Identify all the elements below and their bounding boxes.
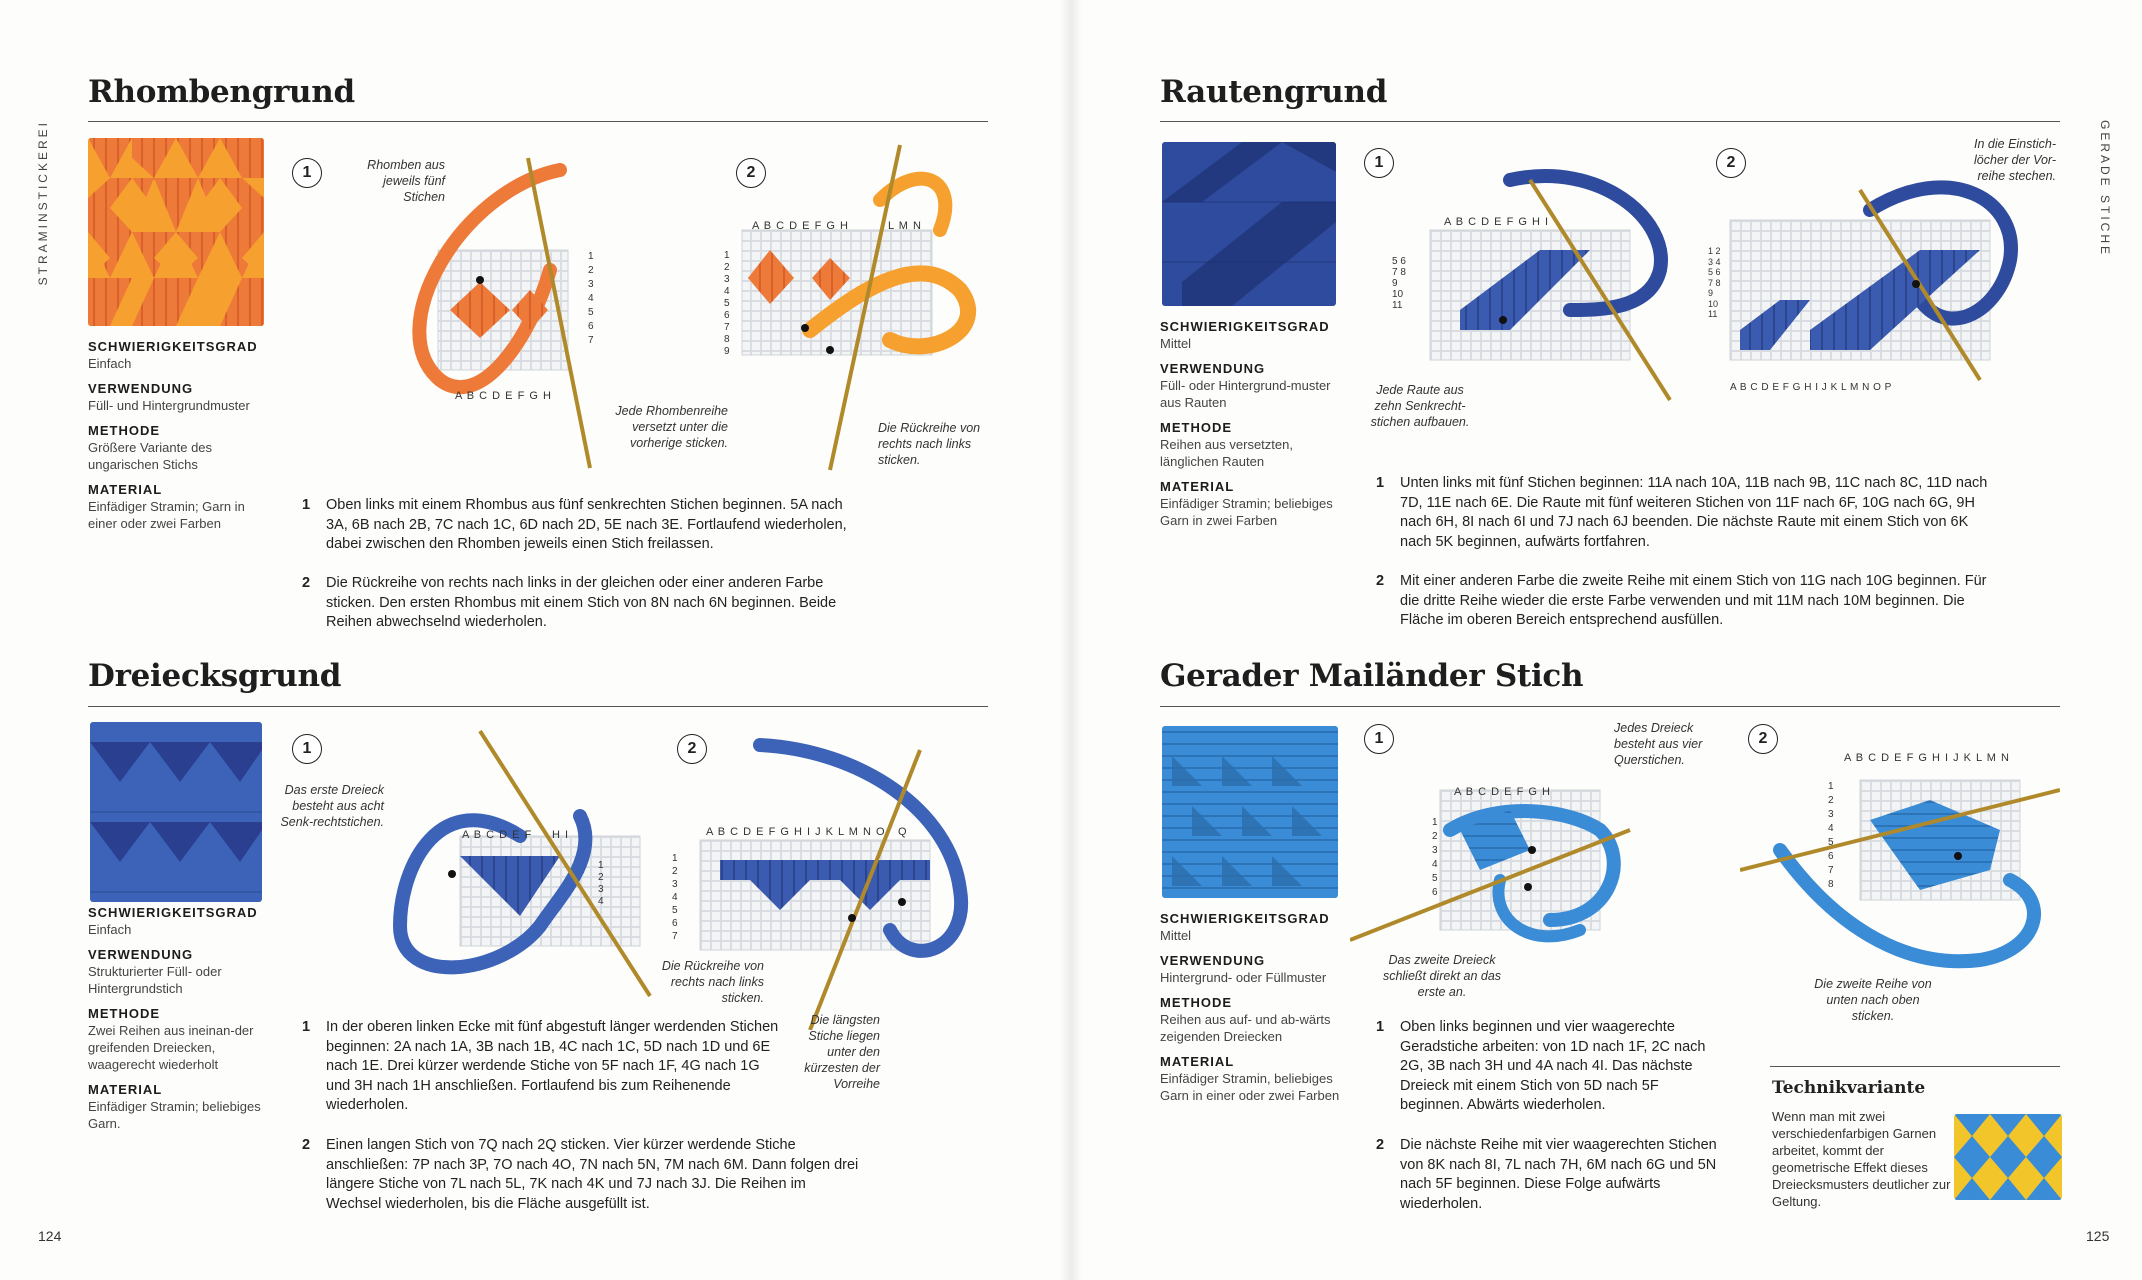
grid-1-rows: 1 2 3 4 5 6 7: [588, 251, 594, 346]
illustration-mailaender-2: [1740, 760, 2060, 980]
instruction-text: Einen langen Stich von 7Q nach 2Q sticken. Vier kürzer werdende Stiche anschließen: 7P nach 3P, 7O nach 4O, 7N nach 5N, 7M nach 6M. Dann folgen drei längere Stiche von 7L nach 5L, 7K nach 4K und 7J nach 3J. Die Reihen im Wechsel wiederholen, bis die Fläche ausgefüllt ist.: [326, 1137, 859, 1212]
grid-2-columns: A B C D E F G H I J K L M N: [1844, 752, 2010, 764]
instruction-text: Mit einer anderen Farbe die zweite Reihe mit einem Stich von 11G nach 10G beginnen. Für die dritte Reihe wieder die erste Farbe verwenden und mit 11M nach 10M beginnen. Die Fläche im oberen Bereich entsprechend ausfüllen.: [1400, 573, 1987, 628]
grid-1-columns: A B C D E F: [462, 829, 533, 841]
running-head-right: GERADE STICHE: [2098, 120, 2112, 258]
meta-mailaender: [1160, 910, 1340, 1104]
instruction-1: [302, 496, 862, 555]
note-rhomben: Rhomben aus jeweils fünf Stichen: [367, 158, 445, 204]
grid-2-rows: 1 2 3 4 5 6 7 8 9: [724, 250, 730, 357]
method-label: METHODE: [1160, 420, 1232, 435]
title-rule: [88, 121, 988, 122]
instruction-2: [302, 574, 862, 633]
grid-1-rows: 1 2 3 4 5 6: [1432, 817, 1438, 898]
difficulty-label: SCHWIERIGKEITSGRAD: [88, 905, 258, 920]
material-value: Einfädiger Stramin; beliebiges Garn in zwei Farben: [1160, 496, 1333, 528]
instruction-1: [1376, 1018, 1726, 1116]
note-rueckreihe: Die Rückreihe von rechts nach links sticken.: [661, 959, 764, 1005]
material-value: Einfädiger Stramin, beliebiges Garn in einer oder zwei Farben: [1160, 1071, 1340, 1103]
instruction-2: [1376, 1136, 1726, 1214]
section-title: Dreiecksgrund: [88, 658, 342, 694]
grid-2-rows: 1 2 3 4 5 6 7 8: [1828, 781, 1834, 890]
grid-2-columns: A B C D E F G H: [752, 220, 849, 232]
instruction-2: [302, 1136, 862, 1214]
instruction-number: 1: [302, 497, 311, 513]
section-mailaender: [1160, 658, 1583, 694]
material-label: MATERIAL: [88, 482, 163, 497]
technikvariante-box: [1772, 1078, 1952, 1210]
step-2-marker: 2: [736, 158, 766, 188]
instruction-number: 2: [1376, 573, 1385, 589]
swatch-mailaender: [1162, 726, 1338, 898]
illustration-dreiecksgrund-1: [380, 726, 660, 1006]
instruction-text: Die Rückreihe von rechts nach links in der gleichen oder einer anderen Farbe sticken. Den ersten Rhombus mit einem Stich von 8N nach 6N beginnen. Beide Reihen abwechselnd wiederholen.: [326, 575, 837, 630]
instruction-text: In der oberen linken Ecke mit fünf abgestuft länger werdenden Stichen beginnen: 2A nach 1A, 3B nach 1B, 4C nach 1C, 5D nach 1D und 6E nach 1E. Drei kürzer werdende Stiche von 5F nach 1F, 4G nach 1G und 3H nach 1H anschließen. Fortlaufend bis zum Reihenende wiederholen.: [326, 1019, 779, 1113]
method-value: Größere Variante des ungarischen Stichs: [88, 440, 213, 472]
instruction-1: [1376, 474, 1996, 552]
difficulty-value: Mittel: [1160, 336, 1192, 351]
illustration-mailaender-1: [1350, 770, 1640, 970]
grid-1-columns: A B C D E F G H: [455, 390, 552, 402]
technikvariante-title: Technikvariante: [1772, 1078, 1926, 1098]
illustration-rautengrund-1: [1400, 160, 1680, 410]
swatch-dreiecksgrund: [90, 722, 262, 902]
section-title: Gerader Mailänder Stich: [1160, 658, 1584, 694]
material-label: MATERIAL: [1160, 479, 1235, 494]
section-dreiecksgrund: [88, 658, 341, 694]
step-2-marker: 2: [677, 734, 707, 764]
use-value: Hintergrund- oder Füllmuster: [1160, 970, 1327, 985]
title-rule: [1160, 706, 2060, 707]
step-2-marker: 2: [1748, 724, 1778, 754]
page-number-left: 124: [38, 1228, 62, 1244]
illustration-rautengrund-2: [1720, 150, 2020, 390]
meta-rhombengrund: [88, 338, 268, 532]
technikvariante-text: Wenn man mit zwei verschiedenfarbigen Garnen arbeitet, kommt der geometrische Effekt dieses Dreiecksmusters deutlicher zur Geltung.: [1772, 1109, 1951, 1209]
instruction-1: [302, 1018, 782, 1116]
note-rhombenreihe: Jede Rhombenreihe versetzt unter die vorherige sticken.: [615, 404, 728, 450]
running-head-left: STRAMINSTICKEREI: [36, 120, 50, 286]
instruction-text: Oben links mit einem Rhombus aus fünf senkrechten Stichen beginnen. 5A nach 3A, 6B nach 2B, 7C nach 1C, 6D nach 2D, 5E nach 3E. Fortlaufend wiederholen, dabei zwischen den Rhomben jeweils einen Stich freilassen.: [326, 497, 847, 552]
grid-1-columns-b: H I: [552, 829, 570, 841]
grid-2-columns: A B C D E F G H I J K L M N O P: [1730, 382, 1892, 393]
step-2-marker: 2: [1716, 148, 1746, 178]
section-rautengrund: [1160, 74, 1387, 110]
use-label: VERWENDUNG: [1160, 361, 1266, 376]
instruction-number: 1: [1376, 1019, 1385, 1035]
difficulty-label: SCHWIERIGKEITSGRAD: [1160, 911, 1330, 926]
grid-2-columns-b: Q: [898, 826, 908, 838]
note-zweites-dreieck: Das zweite Dreieck schließt direkt an das erste an.: [1382, 953, 1502, 999]
title-rule: [1160, 121, 2060, 122]
page-number-right: 125: [2086, 1228, 2110, 1244]
section-title: Rhombengrund: [88, 74, 355, 110]
method-label: METHODE: [88, 1006, 160, 1021]
section-title: Rautengrund: [1160, 74, 1388, 110]
technikvariante-swatch: [1954, 1114, 2062, 1200]
grid-2-columns: A B C D E F G H I J K L M N O: [706, 826, 886, 838]
note-erstes-dreieck: Das erste Dreieck besteht aus acht Senk-rechtstichen.: [280, 783, 384, 829]
section-rhombengrund: [88, 74, 355, 110]
instruction-number: 1: [302, 1019, 311, 1035]
grid-2-columns-b: L M N: [888, 220, 922, 232]
method-label: METHODE: [1160, 995, 1232, 1010]
note-einstichloecher: In die Einstich-löcher der Vor-reihe stechen.: [1974, 137, 2056, 183]
use-label: VERWENDUNG: [88, 381, 194, 396]
title-rule: [88, 706, 988, 707]
instruction-number: 1: [1376, 475, 1385, 491]
material-value: Einfädiger Stramin; beliebiges Garn.: [88, 1099, 261, 1131]
book-gutter: [1060, 0, 1082, 1280]
step-1-marker: 1: [1364, 724, 1394, 754]
grid-2-rows: 1 2 3 4 5 6 7 8 9 10 11: [1708, 246, 1721, 319]
method-value: Reihen aus versetzten, länglichen Rauten: [1160, 437, 1293, 469]
step-1-marker: 1: [292, 158, 322, 188]
swatch-rhombengrund: [88, 138, 264, 326]
difficulty-label: SCHWIERIGKEITSGRAD: [88, 339, 258, 354]
instruction-text: Die nächste Reihe mit vier waagerechten Stichen von 8K nach 8I, 7L nach 7H, 6M nach 6G und 5N nach 5F beginnen. Diese Folge aufwärts wiederholen.: [1400, 1137, 1717, 1212]
instruction-2: [1376, 572, 1996, 631]
note-raute: Jede Raute aus zehn Senkrecht-stichen aufbauen.: [1370, 383, 1470, 429]
method-value: Zwei Reihen aus ineinan-der greifenden Dreiecken, waagerecht wiederholt: [88, 1023, 254, 1072]
note-laengste-stiche: Die längsten Stiche liegen unter den kürzesten der Vorreihe: [804, 1013, 880, 1091]
grid-1-rows: 5 6 7 8 9 10 11: [1392, 256, 1406, 311]
use-value: Füll- oder Hintergrund-muster aus Rauten: [1160, 378, 1331, 410]
swatch-rautengrund: [1162, 142, 1336, 306]
instruction-number: 2: [302, 575, 311, 591]
grid-2-rows: 1 2 3 4 5 6 7: [672, 853, 678, 942]
step-1-marker: 1: [292, 734, 322, 764]
instruction-number: 2: [1376, 1137, 1385, 1153]
grid-1-columns: A B C D E F G H: [1454, 786, 1551, 798]
instruction-text: Oben links beginnen und vier waagerechte Geradstiche arbeiten: von 1D nach 1F, 2C nach 2G, 3B nach 3H und 4A nach 4I. Das nächste Dreieck mit einem Stich von 5D nach 5F beginnen. Abwärts wiederholen.: [1400, 1019, 1706, 1113]
instruction-number: 2: [302, 1137, 311, 1153]
use-label: VERWENDUNG: [1160, 953, 1266, 968]
note-jedes-dreieck: Jedes Dreieck besteht aus vier Querstichen.: [1614, 721, 1703, 767]
grid-1-rows: 1 2 3 4: [598, 860, 604, 907]
method-label: METHODE: [88, 423, 160, 438]
use-value: Strukturierter Füll- oder Hintergrundstich: [88, 964, 222, 996]
note-rueckreihe: Die Rückreihe von rechts nach links sticken.: [878, 421, 981, 467]
use-label: VERWENDUNG: [88, 947, 194, 962]
meta-rautengrund: [1160, 318, 1340, 529]
step-1-marker: 1: [1364, 148, 1394, 178]
note-zweite-reihe: Die zweite Reihe von unten nach oben sticken.: [1814, 977, 1932, 1023]
instruction-text: Unten links mit fünf Stichen beginnen: 11A nach 10A, 11B nach 9B, 11C nach 8C, 11D nach 7D, 11E nach 6E. Die Raute mit fünf weiteren Stichen von 11F nach 6F, 10G nach 6G, 9H nach 6H, 8I nach 6I und 7J nach 6J beenden. Die nächste Raute mit einem Stich von 6K nach 5K beginnen, aufwärts fortfahren.: [1400, 475, 1988, 550]
difficulty-label: SCHWIERIGKEITSGRAD: [1160, 319, 1330, 334]
technikvariante-rule: [1770, 1066, 2060, 1067]
difficulty-value: Mittel: [1160, 928, 1192, 943]
use-value: Füll- und Hintergrundmuster: [88, 398, 250, 413]
difficulty-value: Einfach: [88, 922, 132, 937]
material-label: MATERIAL: [1160, 1054, 1235, 1069]
grid-1-columns: A B C D E F G H I: [1444, 216, 1550, 228]
material-label: MATERIAL: [88, 1082, 163, 1097]
difficulty-value: Einfach: [88, 356, 132, 371]
material-value: Einfädiger Stramin; Garn in einer oder zwei Farben: [88, 499, 245, 531]
method-value: Reihen aus auf- und ab-wärts zeigenden Dreiecken: [1160, 1012, 1331, 1044]
meta-dreiecksgrund: [88, 904, 268, 1132]
